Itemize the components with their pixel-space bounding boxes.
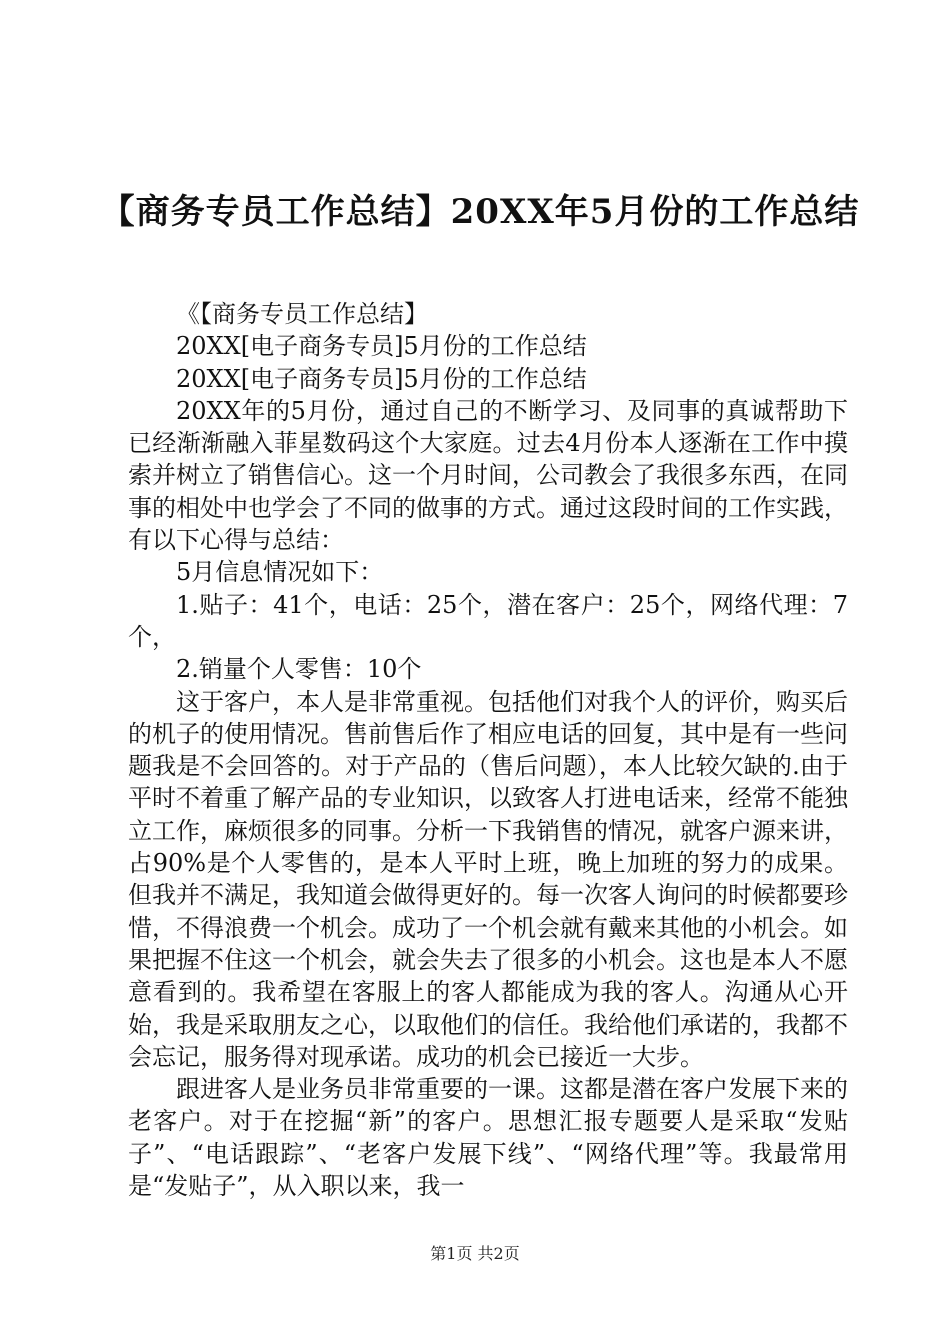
paragraph: 20XX[电子商务专员]5月份的工作总结 [176,364,587,393]
document-title: 【商务专员工作总结】20XX年5月份的工作总结 [100,192,860,232]
paragraph: 2.销量个人零售：10个 [176,655,422,684]
paragraph: 《【商务专员工作总结】 [176,300,428,328]
paragraph: 20XX年的5月份，通过自己的不断学习、及同事的真诚帮助下已经渐渐融入菲星数码这个大家庭。过去4月份本人逐渐在工作中摸索并树立了销售信心。这一个月时间，公司教会了我很多东西，在同事的相处中也学会了不同的做事的方式。通过这段时间的工作实践，有以下心得与总结： [128,396,848,555]
document-body [128,298,848,1202]
paragraph: 20XX[电子商务专员]5月份的工作总结 [176,332,587,361]
paragraph: 5月信息情况如下： [176,558,384,587]
paragraph: 跟进客人是业务员非常重要的一课。这都是潜在客户发展下来的老客户。对于在挖掘“新”的客户。思想汇报专题要人是采取“发贴子”、“电话跟踪”、“老客户发展下线”、“网络代理”等。我最常用是“发贴子”，从入职以来，我一 [128,1075,848,1201]
paragraph: 这于客户，本人是非常重视。包括他们对我个人的评价，购买后的机子的使用情况。售前售后作了相应电话的回复，其中是有一些问题我是不会回答的。对于产品的（售后问题），本人比较欠缺的.由于平时不着重了解产品的专业知识，以致客人打进电话来，经常不能独立工作，麻烦很多的同事。分析一下我销售的情况，就客户源来讲，占90%是个人零售的，是本人平时上班，晚上加班的努力的成果。但我并不满足，我知道会做得更好的。每一次客人询问的时候都要珍惜，不得浪费一个机会。成功了一个机会就有戴来其他的小机会。如果把握不住这一个机会，就会失去了很多的小机会。这也是本人不愿意看到的。我希望在客服上的客人都能成为我的客人。沟通从心开始，我是采取朋友之心，以取他们的信任。我给他们承诺的，我都不会忘记，服务得对现承诺。成功的机会已接近一大步。 [128,687,848,1071]
page-number-footer: 第1页 共2页 [430,1244,520,1263]
paragraph: 1.贴子：41个，电话：25个，潜在客户：25个，网络代理：7个， [128,590,848,651]
